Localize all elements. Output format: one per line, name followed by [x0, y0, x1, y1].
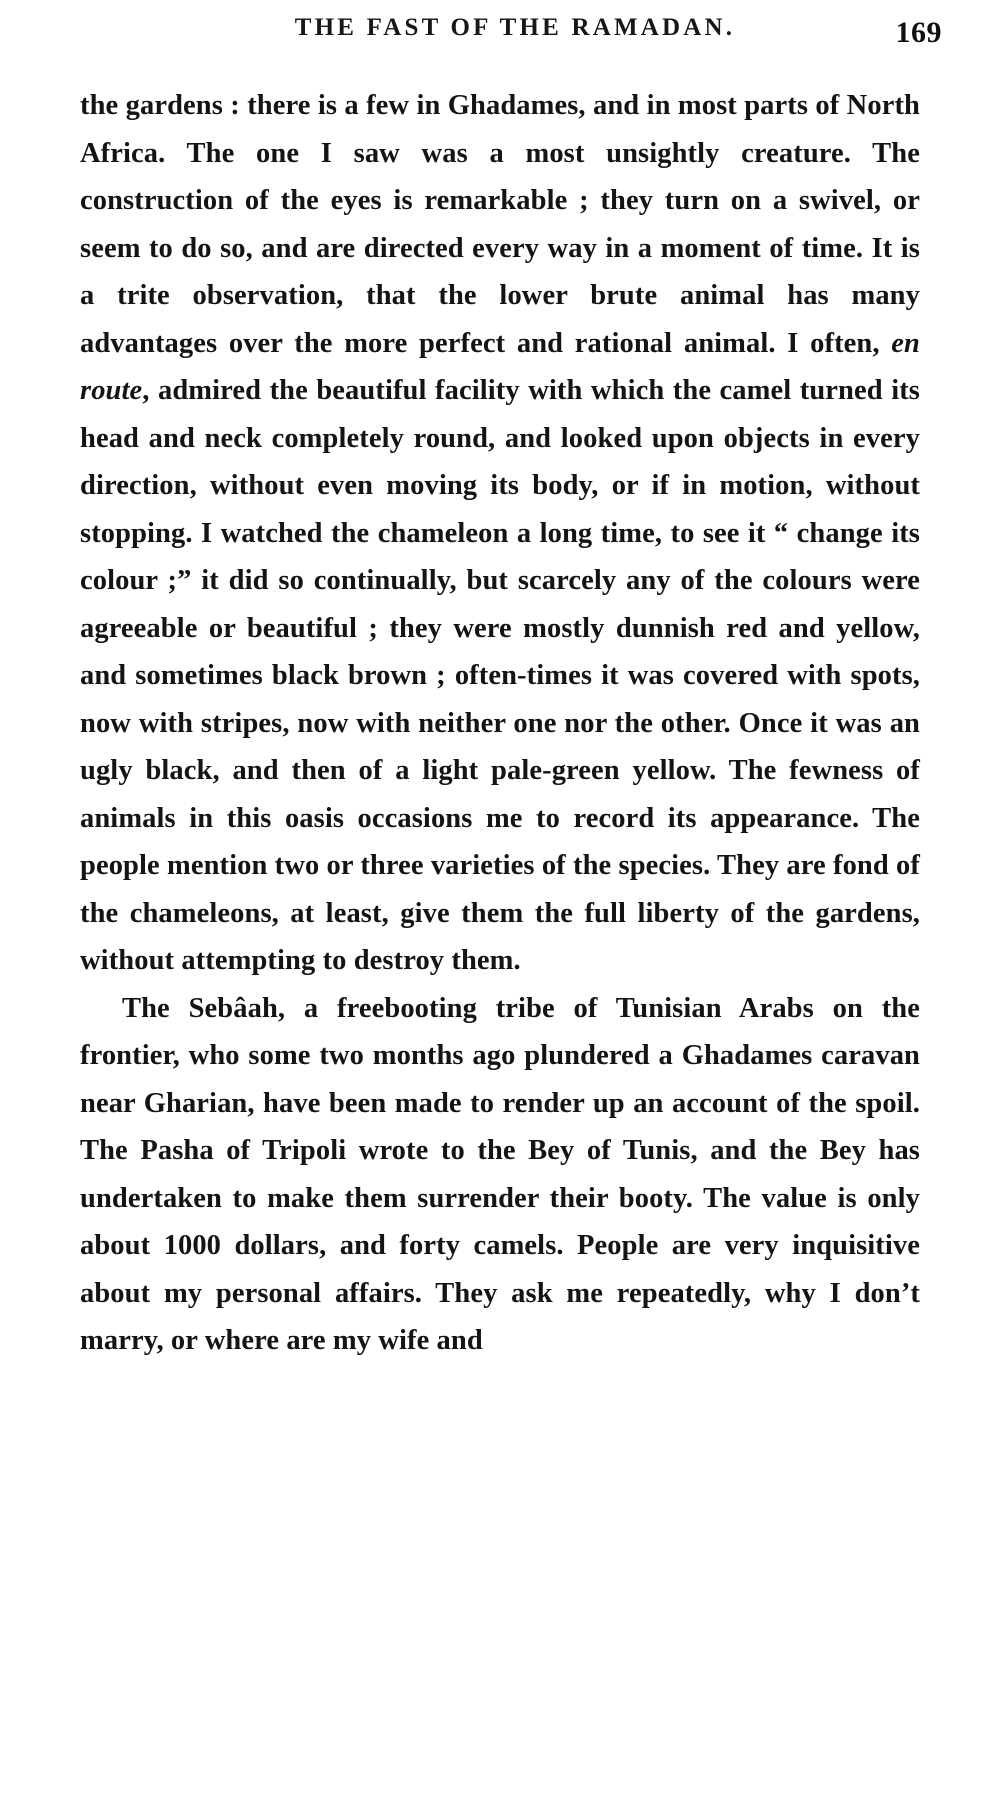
italic-phrase: en route: [80, 327, 920, 406]
paragraph: the gardens : there is a few in Ghadames, and in most parts of North Africa. The one I saw was a most unsightly creature. The construction of the eyes is remarkable ; they turn on a swivel, or seem to do so, and are directed every way in a moment of time. It is a trite observation, that the lower brute animal has many advantages over the more perfect and rational animal. I often, en route, admired the beautiful facility with which the camel turned its head and neck completely round, and looked upon objects in every direction, without even moving its body, or if in motion, without stopping. I watched the chameleon a long time, to see it “ change its colour ;” it did so continually, but scarcely any of the colours were agreeable or beautiful ; they were mostly dunnish red and yellow, and sometimes black brown ; often-times it was covered with spots, now with stripes, now with neither one nor the other. Once it was an ugly black, and then of a light pale-green yellow. The fewness of animals in this oasis occasions me to record its appearance. The people mention two or three varieties of the species. They are fond of the chameleons, at least, give them the full liberty of the gardens, without attempting to destroy them.: [80, 90, 920, 976]
page-number: 169: [895, 16, 942, 49]
book-page: [0, 14, 1000, 1810]
body-text: [80, 82, 920, 1365]
paragraph: The Sebâah, a freebooting tribe of Tunisian Arabs on the frontier, who some two months ago plundered a Ghadames caravan near Gharian, have been made to render up an account of the spoil. The Pasha of Tripoli wrote to the Bey of Tunis, and the Bey has undertaken to make them surrender their booty. The value is only about 1000 dollars, and forty camels. People are very inquisitive about my personal affairs. They ask me repeatedly, why I don’t marry, or where are my wife and: [80, 992, 920, 1356]
running-head-title: THE FAST OF THE RAMADAN.: [294, 14, 736, 41]
running-head: [0, 14, 1000, 60]
